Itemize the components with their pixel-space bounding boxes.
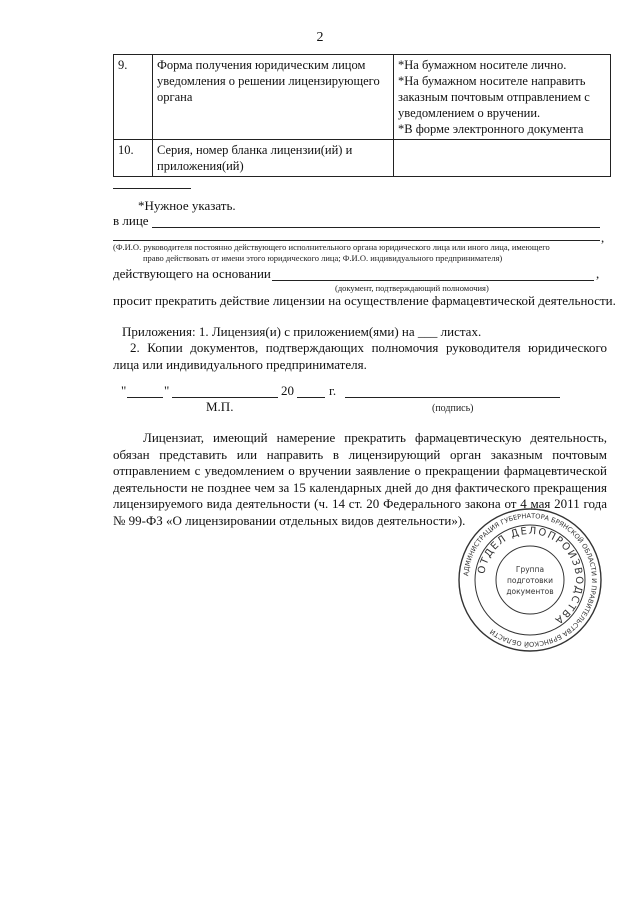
basis-caption: (документ, подтверждающий полномочия)	[335, 283, 489, 293]
date-month-field[interactable]	[172, 397, 278, 398]
footnote: *Нужное указать.	[138, 198, 236, 213]
department-stamp	[455, 505, 605, 655]
option-item: *В форме электронного документа	[398, 122, 584, 136]
date-quote-close: "	[164, 383, 170, 398]
row-options	[394, 140, 611, 177]
signature-caption: (подпись)	[432, 403, 474, 414]
table-row	[114, 140, 611, 177]
stamp-arc-text: ОТДЕЛ ДЕЛОПРОИЗВОДСТВА	[476, 525, 585, 627]
date-year-prefix: 20	[281, 383, 294, 398]
basis-label: действующего на основании	[113, 266, 271, 281]
in-person-field-2[interactable]	[113, 240, 600, 241]
option-item: *На бумажном носителе направить заказным почтовым отправлением с уведомлением о вручении.	[398, 74, 590, 120]
date-day-field[interactable]	[127, 397, 163, 398]
stamp-center-line-1: Группа	[515, 565, 545, 574]
row-field: Серия, номер бланка лицензии(ий) и приложения(ий)	[153, 140, 394, 177]
attachment-2: 2. Копии документов, подтверждающих полномочия руководителя юридического лица или индивидуального предпринимателя.	[113, 340, 607, 372]
request-text: просит прекратить действие лицензии на осуществление фармацевтической деятельности.	[113, 293, 616, 308]
row-field: Форма получения юридическим лицом уведомления о решении лицензирующего органа	[153, 55, 394, 140]
row-options	[394, 55, 611, 140]
stamp-center-line-3: документов	[506, 587, 554, 596]
row-number: 10.	[114, 140, 153, 177]
stamp-center-line-2: подготовки	[507, 576, 553, 585]
in-person-label: в лице	[113, 213, 149, 228]
license-info-table	[113, 54, 611, 177]
table-row	[114, 55, 611, 140]
stamp-place-label: М.П.	[206, 399, 234, 414]
stamp-ring-text: АДМИНИСТРАЦИЯ ГУБЕРНАТОРА БРЯНСКОЙ ОБЛАСТИ И ПРАВИТЕЛЬСТВА БРЯНСКОЙ ОБЛАСТИ	[462, 511, 599, 649]
basis-field[interactable]	[272, 280, 594, 281]
option-item: *На бумажном носителе лично.	[398, 58, 567, 72]
attachment-1: Приложения: 1. Лицензия(и) с приложением(ями) на ___ листах.	[122, 324, 482, 339]
person-caption: (Ф.И.О. руководителя постоянно действующего исполнительного органа юридического лица или иного лица, имеющего	[113, 242, 550, 252]
date-year-suffix: г.	[329, 383, 337, 398]
page-number: 2	[316, 30, 324, 45]
footnote-divider	[113, 188, 191, 189]
date-year-field[interactable]	[297, 397, 325, 398]
basis-end: ,	[596, 266, 600, 281]
signature-field[interactable]	[345, 397, 560, 398]
notice-paragraph: Лицензиат, имеющий намерение прекратить фармацевтическую деятельность, обязан представить или направить в лицензирующий орган заказным почтовым отправлением с уведомлением о вручении заявление о прекращении фармацевтической деятельности не позднее чем за 15 календарных дней до дня фактического прекращения лицензируемого вида деятельности (ч. 14 ст. 20 Федерального закона от 4 мая 2011 года № 99-ФЗ «О лицензировании отдельных видов деятельности»).	[113, 430, 607, 528]
row-number: 9.	[114, 55, 153, 140]
person-caption-2: право действовать от имени этого юридического лица; Ф.И.О. индивидуального предпринимателя)	[143, 253, 503, 263]
in-person-field[interactable]	[152, 227, 600, 228]
date-quote-open: "	[121, 383, 127, 398]
in-person-end: ,	[601, 230, 605, 245]
